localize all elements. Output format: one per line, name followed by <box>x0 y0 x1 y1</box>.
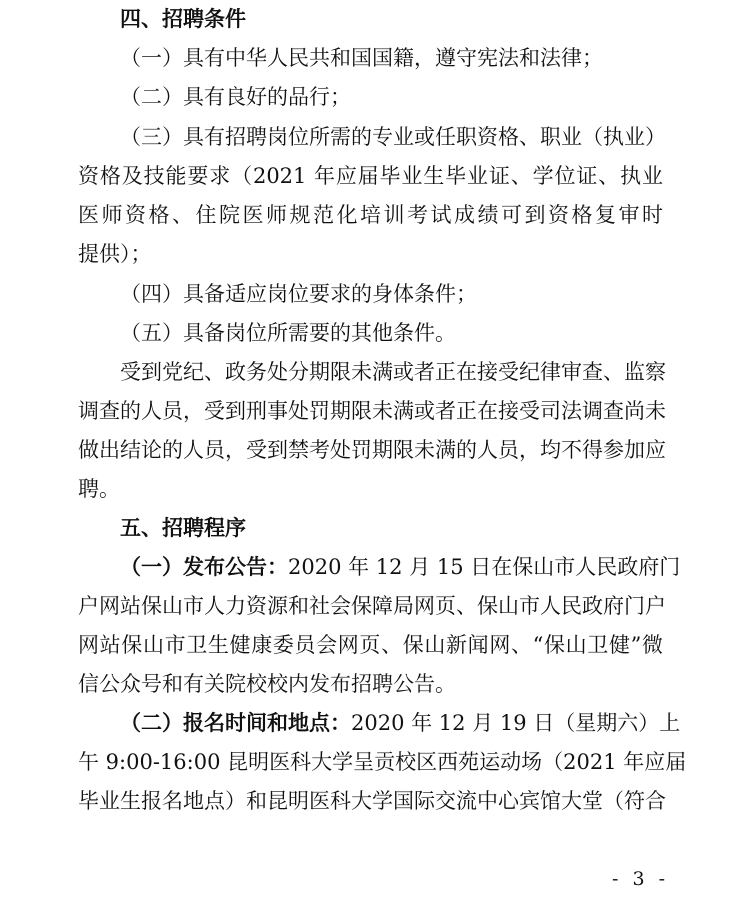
condition-item-3-line-1: （三）具有招聘岗位所需的专业或任职资格、职业（执业） <box>120 125 666 149</box>
condition-item-5: （五）具备岗位所需要的其他条件。 <box>120 321 456 345</box>
step-2-line-2: 午 9:00-16:00 昆明医科大学呈贡校区西苑运动场（2021 年应届 <box>78 750 687 774</box>
condition-item-3-line-2: 资格及技能要求（2021 年应届毕业生毕业证、学位证、执业 <box>78 164 663 188</box>
step-1-line-2: 户网站保山市人力资源和社会保障局网页、保山市人民政府门户 <box>78 594 666 618</box>
exclusion-line-3: 做出结论的人员，受到禁考处罚期限未满的人员，均不得参加应 <box>78 438 666 462</box>
condition-item-1: （一）具有中华人民共和国国籍，遵守宪法和法律； <box>120 46 603 70</box>
section-heading-recruitment-procedure: 五、招聘程序 <box>120 515 246 540</box>
step-1-text: 2020 年 12 月 15 日在保山市人民政府门 <box>288 555 681 579</box>
step-1-title: （一）发布公告： <box>120 554 288 579</box>
step-2-line-1 <box>120 710 681 736</box>
step-1-line-1 <box>120 554 681 580</box>
condition-item-3-line-4: 提供）； <box>78 242 152 266</box>
section-heading-recruitment-conditions: 四、招聘条件 <box>120 6 246 31</box>
condition-item-3-line-3: 医师资格、住院医师规范化培训考试成绩可到资格复审时 <box>78 203 663 227</box>
step-1-line-3: 网站保山市卫生健康委员会网页、保山新闻网、“保山卫健”微 <box>78 633 663 657</box>
condition-item-4: （四）具备适应岗位要求的身体条件； <box>120 282 477 306</box>
page-number: - 3 - <box>612 868 670 890</box>
step-2-line-3: 毕业生报名地点）和昆明医科大学国际交流中心宾馆大堂（符合 <box>78 789 666 813</box>
step-1-line-4: 信公众号和有关院校校内发布招聘公告。 <box>78 672 456 696</box>
exclusion-line-2: 调查的人员，受到刑事处罚期限未满或者正在接受司法调查尚未 <box>78 399 666 423</box>
step-2-title: （二）报名时间和地点： <box>120 710 351 735</box>
step-2-text: 2020 年 12 月 19 日（星期六）上 <box>351 711 681 735</box>
exclusion-line-1: 受到党纪、政务处分期限未满或者正在接受纪律审查、监察 <box>120 360 666 384</box>
exclusion-line-4: 聘。 <box>78 477 120 501</box>
condition-item-2: （二）具有良好的品行； <box>120 85 351 109</box>
